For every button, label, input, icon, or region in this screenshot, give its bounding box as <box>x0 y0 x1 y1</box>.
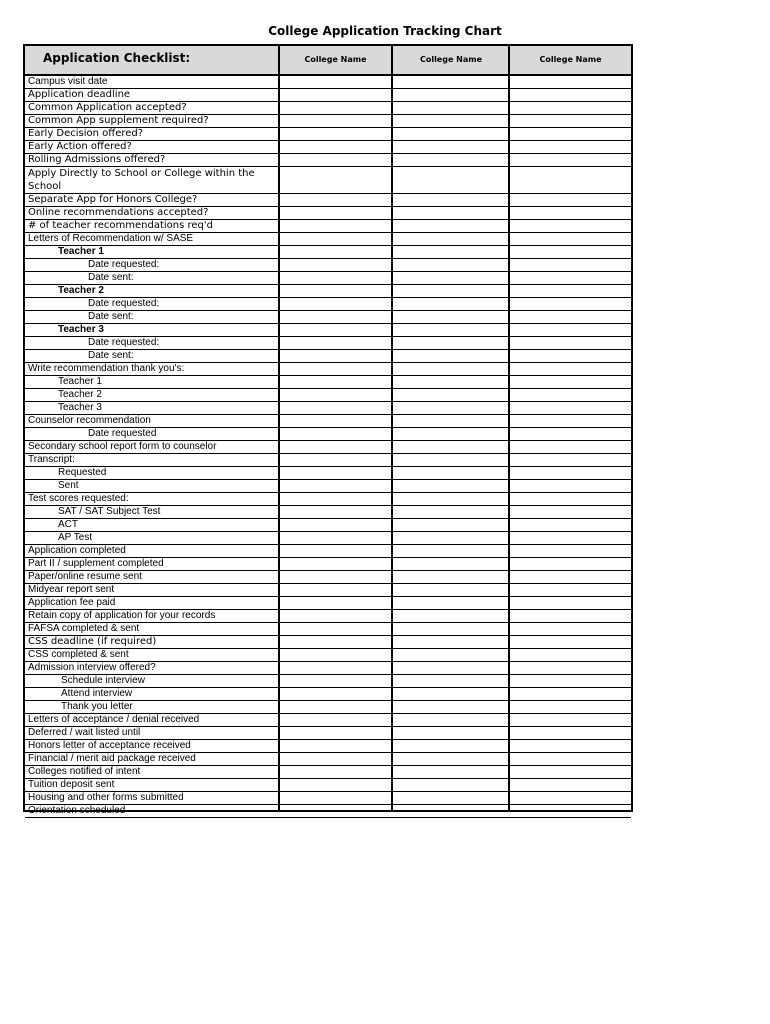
row-label: Schedule interview <box>61 675 145 686</box>
college-2-cell[interactable] <box>393 493 508 505</box>
college-1-cell[interactable] <box>279 115 391 127</box>
college-3-cell[interactable] <box>510 324 631 336</box>
college-1-cell[interactable] <box>279 467 391 479</box>
college-2-cell[interactable] <box>393 194 508 206</box>
college-2-cell[interactable] <box>393 285 508 297</box>
college-1-cell[interactable] <box>279 597 391 609</box>
college-1-cell[interactable] <box>279 454 391 466</box>
college-2-cell[interactable] <box>393 571 508 583</box>
table-row <box>25 688 631 701</box>
row-label: Teacher 1 <box>58 246 104 257</box>
college-1-cell[interactable] <box>279 493 391 505</box>
college-3-cell[interactable] <box>510 480 631 492</box>
college-1-cell[interactable] <box>279 558 391 570</box>
college-2-cell[interactable] <box>393 714 508 726</box>
college-3-cell[interactable] <box>510 623 631 635</box>
table-row <box>25 246 631 259</box>
college-3-cell[interactable] <box>510 337 631 349</box>
college-2-cell[interactable] <box>393 154 508 166</box>
row-label: # of teacher recommendations req'd <box>28 220 213 231</box>
row-label: Application completed <box>28 545 126 556</box>
college-3-cell[interactable] <box>510 298 631 310</box>
college-2-cell[interactable] <box>393 753 508 765</box>
checklist-heading: Application Checklist: <box>43 51 191 65</box>
column-divider-3 <box>508 46 510 810</box>
college-3-cell[interactable] <box>510 259 631 271</box>
college-1-cell[interactable] <box>279 298 391 310</box>
row-label: Requested <box>58 467 107 478</box>
table-row <box>25 506 631 519</box>
college-1-cell[interactable] <box>279 285 391 297</box>
college-2-cell[interactable] <box>393 376 508 388</box>
college-2-cell[interactable] <box>393 220 508 232</box>
college-3-cell[interactable] <box>510 532 631 544</box>
college-3-cell[interactable] <box>510 753 631 765</box>
table-row <box>25 727 631 740</box>
table-row <box>25 389 631 402</box>
row-label: Letters of acceptance / denial received <box>28 714 200 725</box>
college-3-cell[interactable] <box>510 128 631 140</box>
table-row <box>25 545 631 558</box>
college-1-cell[interactable] <box>279 246 391 258</box>
row-label: Orientation scheduled <box>28 805 126 816</box>
college-2-cell[interactable] <box>393 701 508 713</box>
college-1-cell[interactable] <box>279 753 391 765</box>
table-row <box>25 532 631 545</box>
table-row <box>25 649 631 662</box>
table-row <box>25 597 631 610</box>
college-2-cell[interactable] <box>393 337 508 349</box>
college-1-cell[interactable] <box>279 649 391 661</box>
table-row <box>25 115 631 128</box>
college-2-cell[interactable] <box>393 623 508 635</box>
table-row <box>25 415 631 428</box>
page-title: College Application Tracking Chart <box>268 24 502 38</box>
table-row <box>25 493 631 506</box>
college-3-cell[interactable] <box>510 363 631 375</box>
college-1-cell[interactable] <box>279 636 391 648</box>
row-label: Date requested: <box>88 337 160 348</box>
college-3-cell[interactable] <box>510 207 631 219</box>
college-2-cell[interactable] <box>393 597 508 609</box>
college-3-cell[interactable] <box>510 102 631 114</box>
row-label: Date requested: <box>88 298 160 309</box>
college-3-cell[interactable] <box>510 493 631 505</box>
row-label: Apply Directly to School or College within the School <box>28 168 255 192</box>
college-2-cell[interactable] <box>393 662 508 674</box>
row-label: Deferred / wait listed until <box>28 727 141 738</box>
college-1-cell[interactable] <box>279 519 391 531</box>
table-row <box>25 467 631 480</box>
table-row <box>25 402 631 415</box>
college-1-cell[interactable] <box>279 675 391 687</box>
college-1-cell[interactable] <box>279 194 391 206</box>
college-2-cell[interactable] <box>393 115 508 127</box>
college-3-cell[interactable] <box>510 649 631 661</box>
college-1-cell[interactable] <box>279 220 391 232</box>
college-3-cell[interactable] <box>510 141 631 153</box>
college-2-cell[interactable] <box>393 298 508 310</box>
college-2-cell[interactable] <box>393 805 508 817</box>
college-3-cell[interactable] <box>510 662 631 674</box>
college-1-cell[interactable] <box>279 571 391 583</box>
college-3-cell[interactable] <box>510 545 631 557</box>
college-2-cell[interactable] <box>393 76 508 88</box>
table-row <box>25 154 631 167</box>
table-row <box>25 454 631 467</box>
column-divider-2 <box>391 46 393 810</box>
college-1-cell[interactable] <box>279 233 391 245</box>
college-3-cell[interactable] <box>510 467 631 479</box>
table-row <box>25 363 631 376</box>
row-label: AP Test <box>58 532 93 543</box>
table-row <box>25 766 631 779</box>
college-1-cell[interactable] <box>279 128 391 140</box>
college-2-cell[interactable] <box>393 688 508 700</box>
college-2-cell[interactable] <box>393 233 508 245</box>
college-3-cell[interactable] <box>510 688 631 700</box>
college-3-cell[interactable] <box>510 167 631 193</box>
row-label: CSS deadline (if required) <box>28 636 157 647</box>
college-1-cell[interactable] <box>279 272 391 284</box>
row-label: Financial / merit aid package received <box>28 753 196 764</box>
row-label: Early Decision offered? <box>28 128 144 139</box>
college-2-cell[interactable] <box>393 441 508 453</box>
table-row <box>25 89 631 102</box>
college-3-cell[interactable] <box>510 792 631 804</box>
table-row <box>25 311 631 324</box>
college-2-cell[interactable] <box>393 779 508 791</box>
college-2-cell[interactable] <box>393 467 508 479</box>
college-2-cell[interactable] <box>393 740 508 752</box>
college-3-cell[interactable] <box>510 115 631 127</box>
table-row <box>25 636 631 649</box>
table-row <box>25 753 631 766</box>
college-1-cell[interactable] <box>279 415 391 427</box>
row-label: Teacher 3 <box>58 402 102 413</box>
college-2-cell[interactable] <box>393 766 508 778</box>
row-label: Common Application accepted? <box>28 102 187 113</box>
row-label: Date requested: <box>88 259 160 270</box>
table-row <box>25 571 631 584</box>
table-row <box>25 675 631 688</box>
row-label: Application fee paid <box>28 597 116 608</box>
row-label: Honors letter of acceptance received <box>28 740 191 751</box>
college-1-cell[interactable] <box>279 532 391 544</box>
college-1-cell[interactable] <box>279 311 391 323</box>
table-row <box>25 792 631 805</box>
row-label: Early Action offered? <box>28 141 132 152</box>
college-3-cell[interactable] <box>510 220 631 232</box>
row-label: Admission interview offered? <box>28 662 156 673</box>
table-row <box>25 376 631 389</box>
tracking-table <box>23 44 633 816</box>
college-2-cell[interactable] <box>393 128 508 140</box>
college-1-cell[interactable] <box>279 727 391 739</box>
table-row <box>25 298 631 311</box>
row-label: Part II / supplement completed <box>28 558 164 569</box>
college-1-cell[interactable] <box>279 350 391 362</box>
college-1-cell[interactable] <box>279 545 391 557</box>
college-3-cell[interactable] <box>510 636 631 648</box>
table-row <box>25 194 631 207</box>
row-label: Housing and other forms submitted <box>28 792 184 803</box>
row-label: SAT / SAT Subject Test <box>58 506 161 517</box>
college-1-cell[interactable] <box>279 428 391 440</box>
row-label: Sent <box>58 480 79 491</box>
college-3-cell[interactable] <box>510 558 631 570</box>
college-2-cell[interactable] <box>393 506 508 518</box>
college-1-cell[interactable] <box>279 766 391 778</box>
college-1-cell[interactable] <box>279 584 391 596</box>
table-row <box>25 584 631 597</box>
college-2-cell[interactable] <box>393 610 508 622</box>
row-label: Transcript: <box>28 454 75 465</box>
table-row <box>25 805 631 818</box>
table-row <box>25 220 631 233</box>
table-header <box>25 46 631 76</box>
college-1-cell[interactable] <box>279 363 391 375</box>
table-row <box>25 285 631 298</box>
row-label: Teacher 1 <box>58 376 102 387</box>
college-1-cell[interactable] <box>279 389 391 401</box>
college-3-cell[interactable] <box>510 285 631 297</box>
college-3-cell[interactable] <box>510 766 631 778</box>
table-row <box>25 558 631 571</box>
table-row <box>25 102 631 115</box>
college-2-cell[interactable] <box>393 636 508 648</box>
row-label: CSS completed & sent <box>28 649 129 660</box>
college-3-cell[interactable] <box>510 415 631 427</box>
row-label: Campus visit date <box>28 76 108 87</box>
row-label: Separate App for Honors College? <box>28 194 198 205</box>
college-1-cell[interactable] <box>279 441 391 453</box>
college-1-cell[interactable] <box>279 76 391 88</box>
table-row <box>25 167 631 194</box>
table-row <box>25 441 631 454</box>
row-label: Counselor recommendation <box>28 415 151 426</box>
college-2-cell[interactable] <box>393 727 508 739</box>
college-3-cell[interactable] <box>510 506 631 518</box>
college-2-cell[interactable] <box>393 272 508 284</box>
table-row <box>25 259 631 272</box>
college-3-cell[interactable] <box>510 154 631 166</box>
row-label: Teacher 3 <box>58 324 104 335</box>
college-2-cell[interactable] <box>393 324 508 336</box>
college-2-cell[interactable] <box>393 402 508 414</box>
college-3-cell[interactable] <box>510 610 631 622</box>
college-1-cell[interactable] <box>279 402 391 414</box>
table-row <box>25 610 631 623</box>
row-label: Date requested <box>88 428 157 439</box>
college-2-cell[interactable] <box>393 207 508 219</box>
row-label: Colleges notified of intent <box>28 766 141 777</box>
table-row <box>25 324 631 337</box>
row-label: Write recommendation thank you's: <box>28 363 185 374</box>
college-2-cell[interactable] <box>393 584 508 596</box>
college-3-cell[interactable] <box>510 376 631 388</box>
college-2-cell[interactable] <box>393 259 508 271</box>
college-1-cell[interactable] <box>279 337 391 349</box>
college-1-cell[interactable] <box>279 324 391 336</box>
column-divider-1 <box>278 46 280 810</box>
table-row <box>25 480 631 493</box>
college-1-cell[interactable] <box>279 740 391 752</box>
college-1-cell[interactable] <box>279 792 391 804</box>
college-3-cell[interactable] <box>510 441 631 453</box>
row-label: Test scores requested: <box>28 493 129 504</box>
row-label: Date sent: <box>88 350 134 361</box>
college-1-cell[interactable] <box>279 376 391 388</box>
college-2-cell[interactable] <box>393 102 508 114</box>
college-3-cell[interactable] <box>510 76 631 88</box>
table-row <box>25 76 631 89</box>
row-label: Letters of Recommendation w/ SASE <box>28 233 194 244</box>
college-1-cell[interactable] <box>279 259 391 271</box>
row-label: Secondary school report form to counselor <box>28 441 217 452</box>
college-3-cell[interactable] <box>510 454 631 466</box>
college-3-cell[interactable] <box>510 272 631 284</box>
college-1-cell[interactable] <box>279 480 391 492</box>
college-2-cell[interactable] <box>393 246 508 258</box>
college-3-cell[interactable] <box>510 805 631 817</box>
college-3-cell[interactable] <box>510 701 631 713</box>
college-2-cell[interactable] <box>393 141 508 153</box>
college-2-cell[interactable] <box>393 675 508 687</box>
college-1-cell[interactable] <box>279 779 391 791</box>
row-label: Tuition deposit sent <box>28 779 115 790</box>
college-name-header-3: College Name <box>539 55 602 64</box>
college-2-cell[interactable] <box>393 311 508 323</box>
college-3-cell[interactable] <box>510 727 631 739</box>
college-2-cell[interactable] <box>393 89 508 101</box>
college-3-cell[interactable] <box>510 597 631 609</box>
college-2-cell[interactable] <box>393 649 508 661</box>
college-3-cell[interactable] <box>510 584 631 596</box>
row-label: FAFSA completed & sent <box>28 623 140 634</box>
college-1-cell[interactable] <box>279 154 391 166</box>
college-name-header-1: College Name <box>304 55 367 64</box>
row-label: Application deadline <box>28 89 131 100</box>
row-label: Retain copy of application for your records <box>28 610 216 621</box>
college-3-cell[interactable] <box>510 519 631 531</box>
college-2-cell[interactable] <box>393 167 508 193</box>
college-2-cell[interactable] <box>393 454 508 466</box>
college-3-cell[interactable] <box>510 714 631 726</box>
row-label: Date sent: <box>88 311 134 322</box>
college-3-cell[interactable] <box>510 194 631 206</box>
row-label: Common App supplement required? <box>28 115 209 126</box>
table-row <box>25 141 631 154</box>
table-row <box>25 128 631 141</box>
college-1-cell[interactable] <box>279 141 391 153</box>
row-label: Attend interview <box>61 688 133 699</box>
college-2-cell[interactable] <box>393 389 508 401</box>
college-3-cell[interactable] <box>510 740 631 752</box>
college-1-cell[interactable] <box>279 688 391 700</box>
table-row <box>25 779 631 792</box>
table-row <box>25 428 631 441</box>
college-2-cell[interactable] <box>393 428 508 440</box>
college-1-cell[interactable] <box>279 167 391 193</box>
row-label: Rolling Admissions offered? <box>28 154 166 165</box>
row-label: Teacher 2 <box>58 285 104 296</box>
college-3-cell[interactable] <box>510 779 631 791</box>
row-label: Online recommendations accepted? <box>28 207 209 218</box>
row-label: Midyear report sent <box>28 584 115 595</box>
college-3-cell[interactable] <box>510 311 631 323</box>
college-2-cell[interactable] <box>393 363 508 375</box>
college-1-cell[interactable] <box>279 805 391 817</box>
college-3-cell[interactable] <box>510 350 631 362</box>
college-2-cell[interactable] <box>393 558 508 570</box>
table-row <box>25 740 631 753</box>
college-2-cell[interactable] <box>393 480 508 492</box>
table-row <box>25 337 631 350</box>
college-2-cell[interactable] <box>393 792 508 804</box>
college-1-cell[interactable] <box>279 662 391 674</box>
table-row <box>25 662 631 675</box>
college-1-cell[interactable] <box>279 623 391 635</box>
row-label: Paper/online resume sent <box>28 571 142 582</box>
college-1-cell[interactable] <box>279 506 391 518</box>
college-1-cell[interactable] <box>279 714 391 726</box>
college-3-cell[interactable] <box>510 233 631 245</box>
table-row <box>25 272 631 285</box>
college-3-cell[interactable] <box>510 389 631 401</box>
table-row <box>25 207 631 220</box>
college-2-cell[interactable] <box>393 415 508 427</box>
college-3-cell[interactable] <box>510 428 631 440</box>
college-3-cell[interactable] <box>510 571 631 583</box>
college-1-cell[interactable] <box>279 701 391 713</box>
table-row <box>25 623 631 636</box>
row-label: Date sent: <box>88 272 134 283</box>
college-1-cell[interactable] <box>279 102 391 114</box>
college-3-cell[interactable] <box>510 402 631 414</box>
table-row <box>25 701 631 714</box>
row-label: Thank you letter <box>61 701 133 712</box>
college-1-cell[interactable] <box>279 89 391 101</box>
college-2-cell[interactable] <box>393 532 508 544</box>
college-3-cell[interactable] <box>510 675 631 687</box>
college-name-header-2: College Name <box>419 55 483 64</box>
college-1-cell[interactable] <box>279 207 391 219</box>
college-3-cell[interactable] <box>510 89 631 101</box>
checklist-rows <box>25 76 631 818</box>
row-label: Teacher 2 <box>58 389 102 400</box>
college-2-cell[interactable] <box>393 545 508 557</box>
table-row <box>25 519 631 532</box>
college-3-cell[interactable] <box>510 246 631 258</box>
college-2-cell[interactable] <box>393 519 508 531</box>
table-row <box>25 350 631 363</box>
table-row <box>25 233 631 246</box>
table-row <box>25 714 631 727</box>
college-1-cell[interactable] <box>279 610 391 622</box>
college-2-cell[interactable] <box>393 350 508 362</box>
row-label: ACT <box>58 519 78 530</box>
